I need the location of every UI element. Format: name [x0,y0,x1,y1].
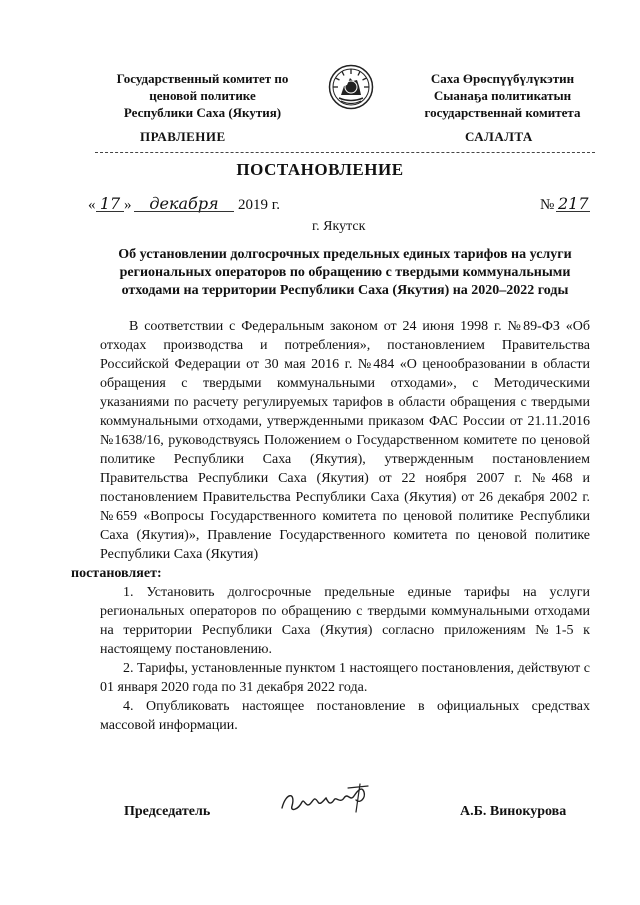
list-item: 2. Тарифы, установленные пунктом 1 настоящего постановления, действуют с 01 января 2020 года по 31 декабря 2022 года. [100,661,590,695]
date-month: декабря [149,194,219,213]
doc-date [88,193,308,215]
header-divider [95,152,595,153]
date-day-underline [96,211,124,212]
resolves-keyword: постановляет: [71,566,162,581]
signatory-role: Председатель [124,804,211,819]
document-body [71,317,590,735]
coat-of-arms-icon [328,64,374,110]
preamble-paragraph [71,317,590,583]
header-left-line-2: ценовой политике [149,88,256,103]
header-right-line-3: государственнай комитета [424,105,581,120]
date-month-underline [134,211,234,212]
header-left [95,70,310,121]
header-right [395,70,610,121]
number-prefix: № [540,197,555,213]
doc-title: ПОСТАНОВЛЕНИЕ [236,160,404,179]
date-open-quote: « [88,197,96,213]
signatory-name: А.Б. Винокурова [460,804,567,819]
subject-heading: Об установлении долгосрочных предельных единых тарифов на услуги региональных операторов по обращению с твердыми коммунальными отходами на территории Республики Саха (Якутия) на 2020–2022 годы [118,247,572,298]
preamble-text: В соответствии с Федеральным законом от 24 июня 1998 г. №89-ФЗ «Об отходах производства и потребления», постановлением Правительства Российской Федерации от 30 мая 2016 г. №484 «О ценообразовании в области обращения с твердыми коммунальными отходами», с Методическими указаниями по расчету регулируемых тарифов в области обращения с твердыми коммунальными отходами, утвержденными приказом ФАС России от 21.11.2016 №1638/16, руководствуясь Положением о Государственном комитете по ценовой политике Республики Саха (Якутия), утвержденным постановлением Правительства Республики Саха (Якутия) от 22 ноября 2007 г. №468 и постановлением Правительства Республики Саха (Якутия) от 26 декабря 2002 г. №659 «Вопросы Государственного комитета по ценовой политике Республики Саха (Якутия)», Правление Государственного комитета по ценовой политике Республики Саха (Якутия) [100,319,590,562]
number-underline [556,211,590,212]
date-close-quote: » [124,197,132,213]
dept-left: ПРАВЛЕНИЕ [140,129,226,144]
list-item: 1. Установить долгосрочные предельные единые тарифы на услуги региональных операторов по обращению с твердыми коммунальными отходами на территории Республики Саха (Якутия) согласно приложениям №1-5 к настоящему постановлению. [100,585,590,657]
header-right-line-2: Сыанаҕа политикатын [433,88,572,103]
header-left-line-1: Государственный комитет по [116,71,289,86]
dept-right: САЛАЛТА [465,129,533,144]
doc-number [540,193,600,215]
city: г. Якутск [312,219,366,234]
header-left-line-3: Республики Саха (Якутия) [123,105,282,120]
number-value: 217 [558,194,589,213]
date-year: 2019 г. [238,197,280,213]
list-item: 4. Опубликовать настоящее постановление в официальных средствах массовой информации. [100,699,590,733]
handwritten-signature-icon [278,782,378,820]
header-right-line-1: Саха Өрөспүүбүлүкэтин [430,71,575,86]
date-day: 17 [99,194,121,213]
